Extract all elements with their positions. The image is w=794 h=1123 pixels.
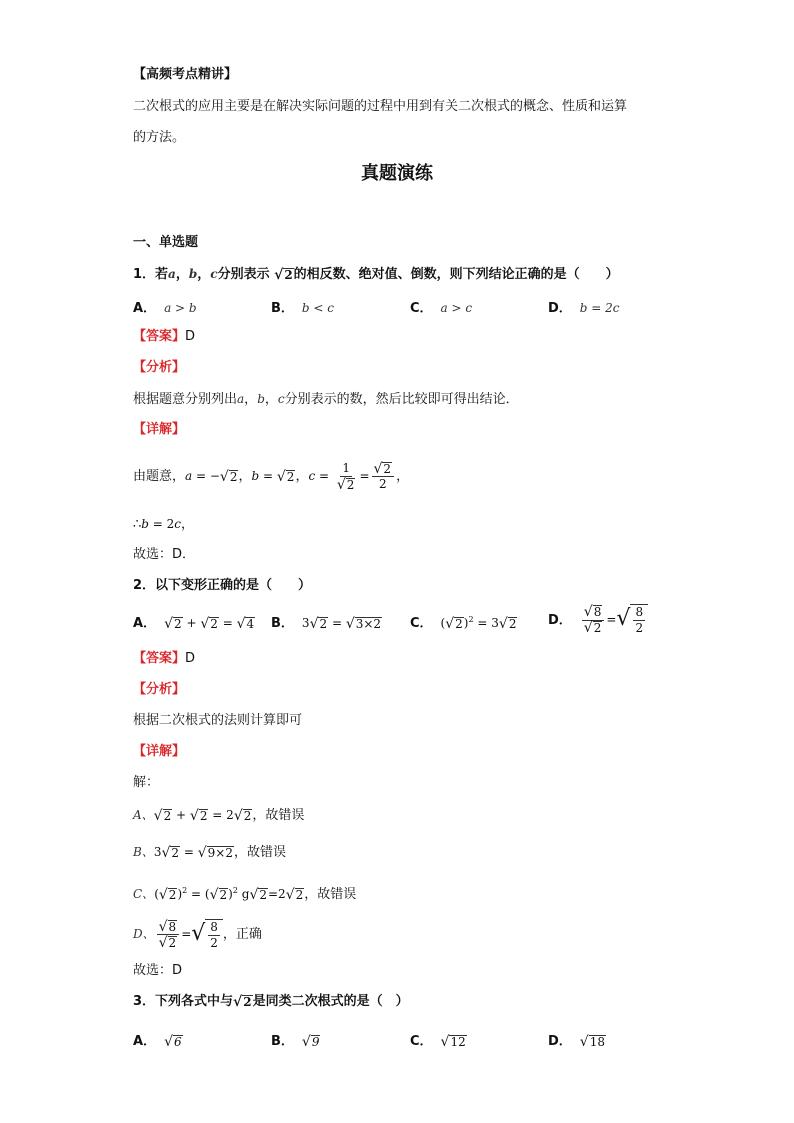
- q1-option-d[interactable]: D． b = 2c: [548, 301, 620, 316]
- q1-analysis: 根据题意分别列出a，b，c分别表示的数，然后比较即可得出结论．: [133, 392, 519, 407]
- q3-option-a[interactable]: A． √ 6: [133, 1033, 182, 1050]
- q2-option-b[interactable]: B． 3 √ 2 = √ 3×2: [271, 615, 382, 632]
- q1-stem: 1．若a，b，c分别表示 √ 2 的相反数、绝对值、倒数，则下列结论正确的是（ ）: [133, 266, 619, 283]
- q2-detail-tag: 【详解】: [133, 744, 186, 759]
- highlight-heading: 【高频考点精讲】: [133, 67, 238, 82]
- q2-option-d[interactable]: D． √ 8 √ 2 = √ $\frac{8}{2}$: [548, 604, 648, 636]
- q3-stem: 3．下列各式中与 √ 2 是同类二次根式的是（ ）: [133, 993, 409, 1010]
- part-title: 一、单选题: [133, 235, 199, 250]
- q2-analysis: 根据二次根式的法则计算即可: [133, 713, 303, 728]
- q1-option-c[interactable]: C． a > c: [410, 301, 473, 316]
- q2-answer: 【答案】D: [133, 651, 196, 666]
- highlight-line2: 的方法。: [133, 130, 186, 145]
- q1-option-a[interactable]: A． a > b: [133, 301, 197, 316]
- q1-detail-eq: 由题意，a = − √ 2 ，b = √ 2 ，c = 1 √ 2 = √ 2 2 ，: [133, 460, 410, 493]
- q1-therefore: ∴b = 2c，: [133, 517, 195, 532]
- q2-detail-b: B、3 √ 2 = √ 9×2 ，故错误: [133, 844, 286, 861]
- q1-analysis-tag: 【分析】: [133, 360, 186, 375]
- q1-answer: 【答案】D: [133, 329, 196, 344]
- q2-option-a[interactable]: A． √ 2 + √ 2 = √ 4: [133, 615, 255, 632]
- q2-detail-d: D、 √ 8 √ 2 = √ $\frac{8}{2}$ ，正确: [133, 918, 262, 951]
- q1-choose: 故选：D．: [133, 547, 196, 562]
- q2-solve: 解：: [133, 775, 160, 790]
- q3-option-c[interactable]: C． √ 12: [410, 1033, 466, 1050]
- q2-detail-a: A、 √ 2 + √ 2 = 2 √ 2 ，故错误: [133, 807, 305, 824]
- q3-option-b[interactable]: B． √ 9: [271, 1033, 320, 1050]
- section-title: 真题演练: [361, 163, 433, 184]
- q2-choose: 故选：D: [133, 963, 183, 978]
- highlight-line1: 二次根式的应用主要是在解决实际问题的过程中用到有关二次根式的概念、性质和运算: [133, 99, 628, 114]
- q2-analysis-tag: 【分析】: [133, 682, 186, 697]
- q1-detail-tag: 【详解】: [133, 422, 186, 437]
- q2-option-c[interactable]: C． ( √ 2 )$^2$ = 3 √ 2: [410, 615, 517, 632]
- sqrt2: √ 2: [274, 266, 293, 283]
- q3-option-d[interactable]: D． √ 18: [548, 1033, 605, 1050]
- q2-stem: 2．以下变形正确的是（ ）: [133, 578, 312, 593]
- q1-option-b[interactable]: B． b < c: [271, 301, 335, 316]
- q2-detail-c: C、( √ 2 )$^2$ = ( √ 2 )$^2$ g √ 2 =2 √ 2 ，故错误: [133, 886, 357, 903]
